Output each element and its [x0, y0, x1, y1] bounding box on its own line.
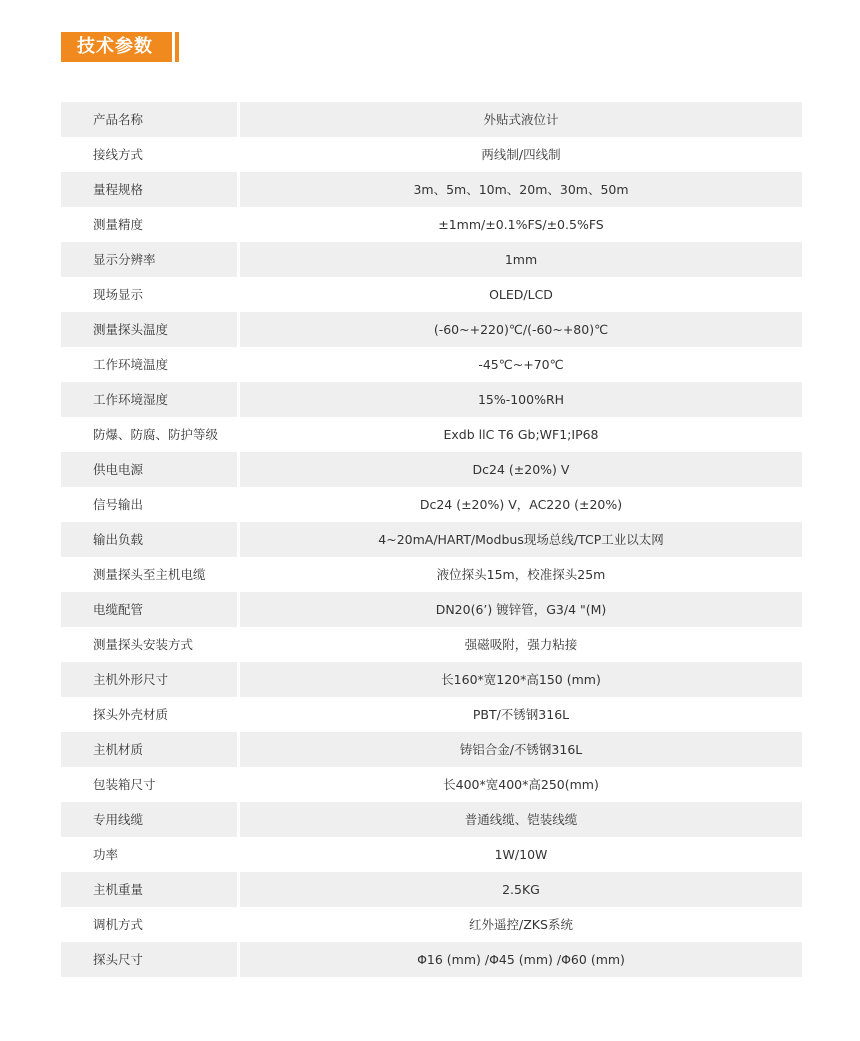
section-title: 技术参数 [61, 32, 172, 62]
section-heading [61, 32, 179, 62]
table-row [61, 347, 802, 382]
table-row [61, 767, 802, 802]
spec-label: 量程规格 [61, 172, 237, 207]
spec-label: 测量探头温度 [61, 312, 237, 347]
spec-value: PBT/不锈钢316L [240, 697, 802, 732]
spec-value: 2.5KG [240, 872, 802, 907]
table-row [61, 732, 802, 767]
table-row [61, 102, 802, 137]
table-row [61, 172, 802, 207]
spec-value: 1W/10W [240, 837, 802, 872]
spec-label: 显示分辨率 [61, 242, 237, 277]
table-row [61, 522, 802, 557]
spec-label: 专用线缆 [61, 802, 237, 837]
table-row [61, 207, 802, 242]
table-row [61, 662, 802, 697]
spec-label: 探头外壳材质 [61, 697, 237, 732]
spec-value: -45℃~+70℃ [240, 347, 802, 382]
spec-value: 普通线缆、铠装线缆 [240, 802, 802, 837]
spec-value: Exdb llC T6 Gb;WF1;IP68 [240, 417, 802, 452]
spec-label: 输出负载 [61, 522, 237, 557]
table-row [61, 452, 802, 487]
spec-value: 铸铝合金/不锈钢316L [240, 732, 802, 767]
table-row [61, 802, 802, 837]
spec-value: (-60~+220)℃/(-60~+80)℃ [240, 312, 802, 347]
spec-label: 主机材质 [61, 732, 237, 767]
table-row [61, 592, 802, 627]
table-row [61, 697, 802, 732]
spec-value: 外贴式液位计 [240, 102, 802, 137]
spec-label: 测量探头至主机电缆 [61, 557, 237, 592]
spec-label: 调机方式 [61, 907, 237, 942]
table-row [61, 627, 802, 662]
table-row [61, 942, 802, 977]
spec-table [61, 102, 802, 977]
spec-label: 工作环境温度 [61, 347, 237, 382]
spec-label: 供电电源 [61, 452, 237, 487]
spec-label: 探头尺寸 [61, 942, 237, 977]
spec-value: 3m、5m、10m、20m、30m、50m [240, 172, 802, 207]
spec-value: 1mm [240, 242, 802, 277]
spec-label: 产品名称 [61, 102, 237, 137]
spec-label: 主机外形尺寸 [61, 662, 237, 697]
table-row [61, 277, 802, 312]
spec-value: Φ16 (mm) /Φ45 (mm) /Φ60 (mm) [240, 942, 802, 977]
spec-value: ±1mm/±0.1%FS/±0.5%FS [240, 207, 802, 242]
table-row [61, 417, 802, 452]
spec-value: OLED/LCD [240, 277, 802, 312]
spec-value: 长160*宽120*高150 (mm) [240, 662, 802, 697]
spec-label: 测量探头安装方式 [61, 627, 237, 662]
spec-value: 长400*宽400*高250(mm) [240, 767, 802, 802]
table-row [61, 382, 802, 417]
spec-label: 电缆配管 [61, 592, 237, 627]
table-row [61, 837, 802, 872]
table-row [61, 872, 802, 907]
heading-accent-bar [175, 32, 179, 62]
spec-label: 信号输出 [61, 487, 237, 522]
spec-value: 红外遥控/ZKS系统 [240, 907, 802, 942]
table-row [61, 487, 802, 522]
spec-label: 工作环境湿度 [61, 382, 237, 417]
spec-value: 15%-100%RH [240, 382, 802, 417]
spec-value: 4~20mA/HART/Modbus现场总线/TCP工业以太网 [240, 522, 802, 557]
table-row [61, 312, 802, 347]
table-row [61, 557, 802, 592]
spec-label: 主机重量 [61, 872, 237, 907]
table-row [61, 137, 802, 172]
spec-label: 现场显示 [61, 277, 237, 312]
spec-label: 防爆、防腐、防护等级 [61, 417, 237, 452]
spec-value: 两线制/四线制 [240, 137, 802, 172]
spec-label: 功率 [61, 837, 237, 872]
spec-value: Dc24 (±20%) V [240, 452, 802, 487]
spec-value: 液位探头15m，校准探头25m [240, 557, 802, 592]
spec-label: 测量精度 [61, 207, 237, 242]
spec-value: Dc24 (±20%) V，AC220 (±20%) [240, 487, 802, 522]
spec-value: 强磁吸附，强力粘接 [240, 627, 802, 662]
table-row [61, 907, 802, 942]
spec-value: DN20(6’) 镀锌管，G3/4 "(M) [240, 592, 802, 627]
spec-label: 包装箱尺寸 [61, 767, 237, 802]
spec-label: 接线方式 [61, 137, 237, 172]
table-row [61, 242, 802, 277]
